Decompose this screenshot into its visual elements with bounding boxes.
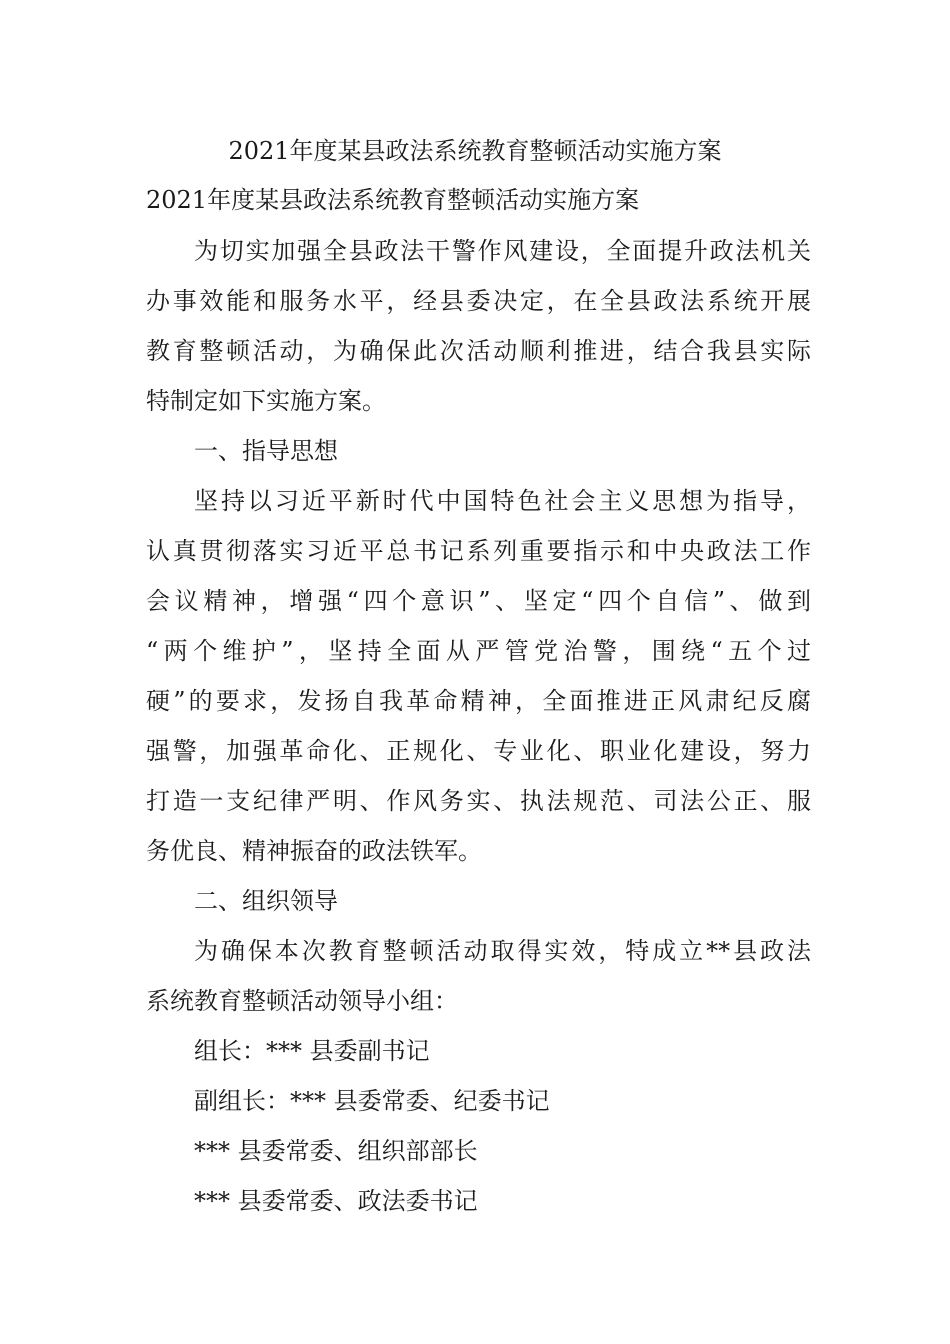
- section1-line: 会议精神，增强“四个意识”、坚定“四个自信”、做到: [146, 587, 811, 615]
- section1-line: 坚持以习近平新时代中国特色社会主义思想为指导，: [194, 487, 811, 515]
- intro-line: 教育整顿活动，为确保此次活动顺利推进，结合我县实际: [146, 337, 811, 365]
- member-line: 组长：*** 县委副书记: [194, 1037, 430, 1065]
- section2-line: 系统教育整顿活动领导小组：: [146, 987, 458, 1015]
- section1-line: “两个维护”，坚持全面从严管党治警，围绕“五个过: [146, 637, 811, 665]
- section1-line: 硬”的要求，发扬自我革命精神，全面推进正风肃纪反腐: [146, 687, 811, 715]
- document-title: 2021年度某县政法系统教育整顿活动实施方案: [228, 137, 722, 165]
- section2-line: 为确保本次教育整顿活动取得实效，特成立**县政法: [194, 937, 811, 965]
- section1-line: 强警，加强革命化、正规化、专业化、职业化建设，努力: [146, 737, 811, 765]
- member-line: 副组长：*** 县委常委、纪委书记: [194, 1087, 550, 1115]
- section-heading: 一、指导思想: [194, 437, 338, 465]
- section1-line: 打造一支纪律严明、作风务实、执法规范、司法公正、服: [146, 787, 811, 815]
- intro-line: 特制定如下实施方案。: [146, 387, 386, 415]
- section1-line: 认真贯彻落实习近平总书记系列重要指示和中央政法工作: [146, 537, 811, 565]
- intro-line: 为切实加强全县政法干警作风建设，全面提升政法机关: [194, 237, 811, 265]
- document-subtitle: 2021年度某县政法系统教育整顿活动实施方案: [146, 186, 640, 214]
- section1-line: 务优良、精神振奋的政法铁军。: [146, 837, 482, 865]
- section-heading: 二、组织领导: [194, 887, 338, 915]
- intro-line: 办事效能和服务水平，经县委决定，在全县政法系统开展: [146, 287, 811, 315]
- member-line: *** 县委常委、组织部部长: [194, 1137, 478, 1165]
- member-line: *** 县委常委、政法委书记: [194, 1187, 478, 1215]
